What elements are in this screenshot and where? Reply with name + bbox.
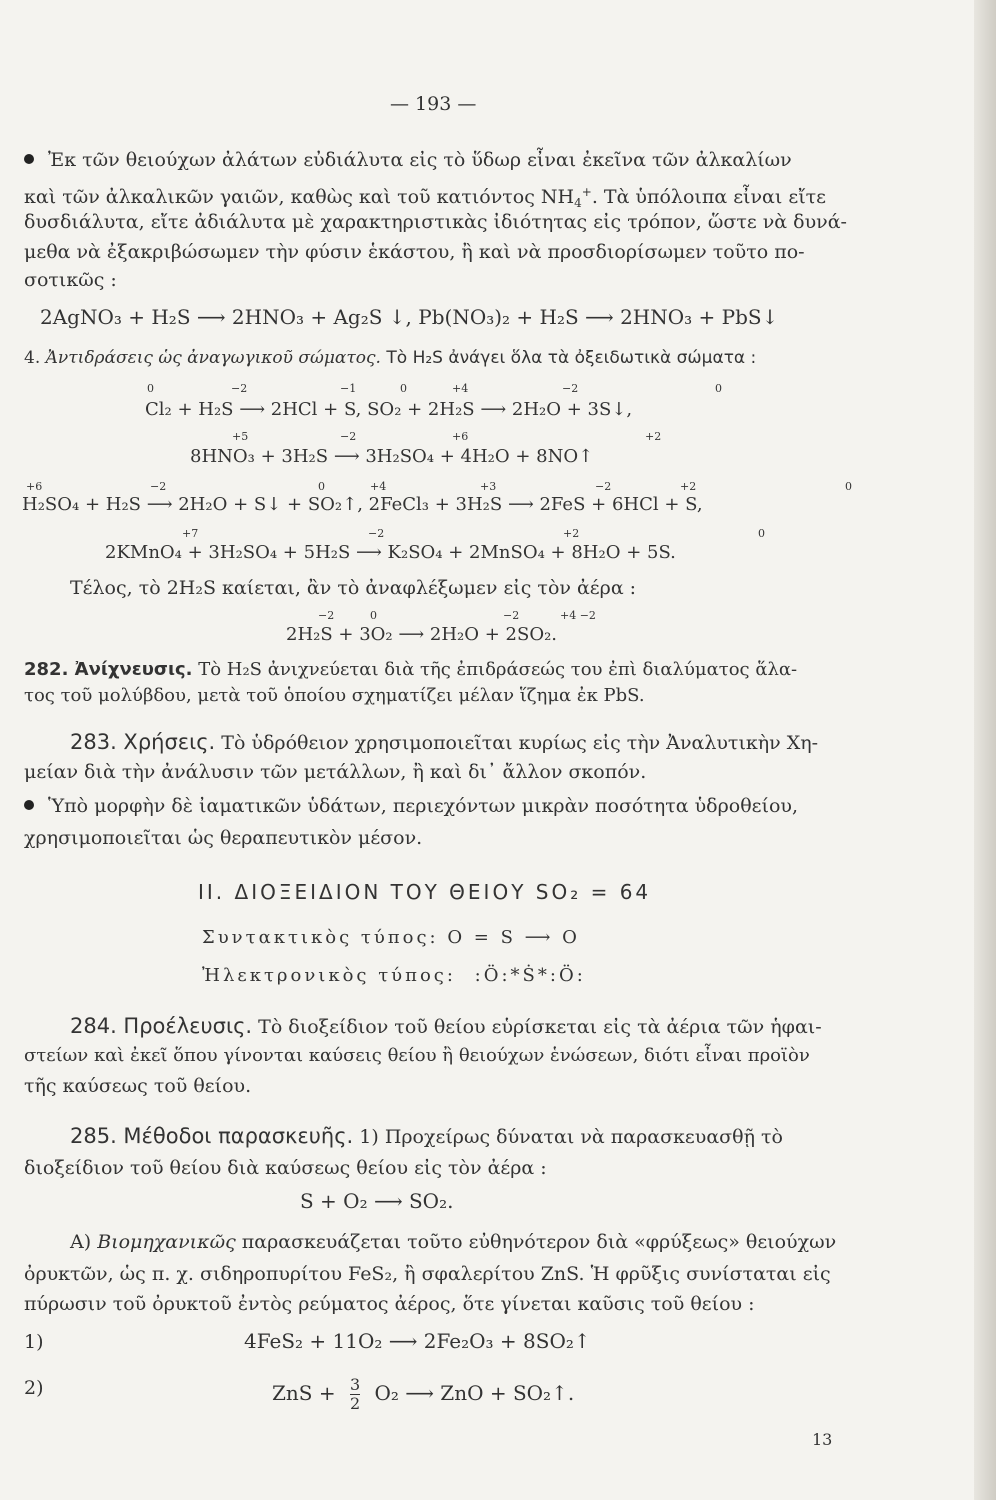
text-line: διοξείδιον τοῦ θείου διὰ καύσεως θείου εἰς τὸν ἀέρα : xyxy=(24,1157,547,1179)
text-line: ὀρυκτῶν, ὡς π. χ. σιδηροπυρίτου FeS₂, ἢ σφαλερίτου ZnS. Ἡ φρῦξις συνίσταται εἰς xyxy=(24,1263,831,1285)
text-line: 1) Προχείρως δύναται νὰ παρασκευασθῇ τὸ xyxy=(359,1126,783,1148)
bullet-icon xyxy=(24,800,34,810)
structural-formula: Συντακτικὸς τύπος: O = S ⟶ O xyxy=(202,927,580,948)
page-number-bottom: 13 xyxy=(812,1430,833,1449)
equation-sphalerite-roasting: ZnS + $\frac{3}{2}$ O₂ ⟶ ZnO + SO₂↑. xyxy=(272,1375,575,1413)
reaction-combustion: 2H₂S + 3O₂ ⟶ 2H₂O + 2SO₂. xyxy=(286,624,558,645)
page-number-top: — 193 — xyxy=(390,93,477,115)
reaction-nitric-acid: 8HNO₃ + 3H₂S ⟶ 3H₂SO₄ + 4H₂O + 8NO↑ xyxy=(190,446,594,467)
text-line: Τὸ H₂S ἀνιχνεύεται διὰ τῆς ἐπιδράσεώς του ἐπὶ διαλύματος ἅλα- xyxy=(198,659,798,680)
section-4-heading: 4. Ἀντιδράσεις ὡς ἀναγωγικοῦ σώματος. Τὸ H₂S ἀνάγει ὅλα τὰ ὀξειδωτικὰ σώματα : xyxy=(24,348,757,368)
section-283-title: 283. Χρήσεις. xyxy=(70,730,216,754)
text-line: παρασκευάζεται τοῦτο εὐθηνότερον διὰ «φρύξεως» θειούχων xyxy=(241,1231,837,1253)
equation-sulfur-burning: S + O₂ ⟶ SO₂. xyxy=(300,1189,454,1213)
equation-pyrite-roasting: 4FeS₂ + 11O₂ ⟶ 2Fe₂O₃ + 8SO₂↑ xyxy=(244,1329,591,1353)
text-line: μεθα νὰ ἐξακριβώσωμεν τὴν φύσιν ἑκάστου, ἢ καὶ νὰ προσδιορίσωμεν τοῦτο πο- xyxy=(24,241,805,263)
industrial-method-title: Βιομηχανικῶς xyxy=(97,1231,236,1253)
text-line: σοτικῶς : xyxy=(24,269,117,291)
text-line: μείαν διὰ τὴν ἀνάλυσιν τῶν μετάλλων, ἢ καὶ δι᾽ ἄλλον σκοπόν. xyxy=(24,761,647,783)
text-line: Τὸ ὑδρόθειον χρησιμοποιεῖται κυρίως εἰς τὴν Ἀναλυτικὴν Χη- xyxy=(221,732,819,754)
equation-2-label: 2) xyxy=(24,1377,44,1399)
text-line: τος τοῦ μολύβδου, μετὰ τοῦ ὁποίου σχηματίζει μέλαν ἵζημα ἐκ PbS. xyxy=(24,685,645,706)
reaction-sulfuric-acid: H₂SO₄ + H₂S ⟶ 2H₂O + S↓ + SO₂↑, 2FeCl₃ + 3H₂S ⟶ 2FeS + 6HCl + S, xyxy=(22,494,703,515)
section-4-text: Τὸ H₂S ἀνάγει ὅλα τὰ ὀξειδωτικὰ σώματα : xyxy=(386,348,757,368)
section-285-title: 285. Μέθοδοι παρασκευῆς. xyxy=(70,1124,354,1148)
reaction-permanganate: 2KMnO₄ + 3H₂SO₄ + 5H₂S ⟶ K₂SO₄ + 2MnSO₄ + 8H₂O + 5S. xyxy=(105,542,676,563)
text-line: Ὑπὸ μορφὴν δὲ ἰαματικῶν ὑδάτων, περιεχόντων μικρὰν ποσότητα ὑδροθείου, xyxy=(48,795,798,817)
fraction: $\frac{3}{2}$ xyxy=(349,1375,361,1413)
text-line: δυσδιάλυτα, εἴτε ἀδιάλυτα μὲ χαρακτηριστικὰς ἰδιότητας εἰς τρόπον, ὥστε νὰ δυνά- xyxy=(24,211,847,233)
bullet-icon xyxy=(24,154,34,164)
reaction-chlorine: Cl₂ + H₂S ⟶ 2HCl + S, SO₂ + 2H₂S ⟶ 2H₂O + 3S↓, xyxy=(145,399,633,420)
text-line: Τὸ διοξείδιον τοῦ θείου εὑρίσκεται εἰς τὰ ἀέρια τῶν ἡφαι- xyxy=(258,1016,822,1038)
section-284-title: 284. Προέλευσις. xyxy=(70,1014,253,1038)
equation-precipitation: 2AgNO₃ + H₂S ⟶ 2HNO₃ + Ag₂S ↓, Pb(NO₃)₂ + H₂S ⟶ 2HNO₃ + PbS↓ xyxy=(40,305,779,329)
section-282-title: 282. Ἀνίχνευσις. xyxy=(24,659,193,680)
section-II-heading: ΙΙ. ΔΙΟΞΕΙΔΙΟΝ ΤΟΥ ΘΕΙΟΥ SO₂ = 64 xyxy=(198,880,652,904)
section-4-title: Ἀντιδράσεις ὡς ἀναγωγικοῦ σώματος. xyxy=(45,348,381,368)
text-line: . Τὰ ὑπόλοιπα εἶναι εἴτε xyxy=(591,186,827,208)
equation-1-label: 1) xyxy=(24,1331,44,1353)
text-line: χρησιμοποιεῖται ὡς θεραπευτικὸν μέσον. xyxy=(24,827,423,849)
text-line: καὶ τῶν ἀλκαλικῶν γαιῶν, καθὼς καὶ τοῦ κατιόντος NH xyxy=(24,186,575,208)
text-line: πύρωσιν τοῦ ὀρυκτοῦ ἐντὸς ρεύματος ἀέρος, ὅτε γίνεται καῦσις τοῦ θείου : xyxy=(24,1293,755,1315)
text-line: τῆς καύσεως τοῦ θείου. xyxy=(24,1075,252,1097)
electronic-formula: Ἠλεκτρονικὸς τύπος: :Ö:*Ṡ*:Ö: xyxy=(202,965,586,986)
text-line: Ἐκ τῶν θειούχων ἀλάτων εὐδιάλυτα εἰς τὸ ὕδωρ εἶναι ἐκεῖνα τῶν ἀλκαλίων xyxy=(48,149,792,171)
text-line: στείων καὶ ἐκεῖ ὅπου γίνονται καύσεις θείου ἢ θειούχων ἑνώσεων, διότι εἶναι προϊὸν xyxy=(24,1045,810,1066)
burning-text: Τέλος, τὸ 2H₂S καίεται, ἂν τὸ ἀναφλέξωμεν εἰς τὸν ἀέρα : xyxy=(70,577,637,599)
page-edge xyxy=(974,0,996,1500)
